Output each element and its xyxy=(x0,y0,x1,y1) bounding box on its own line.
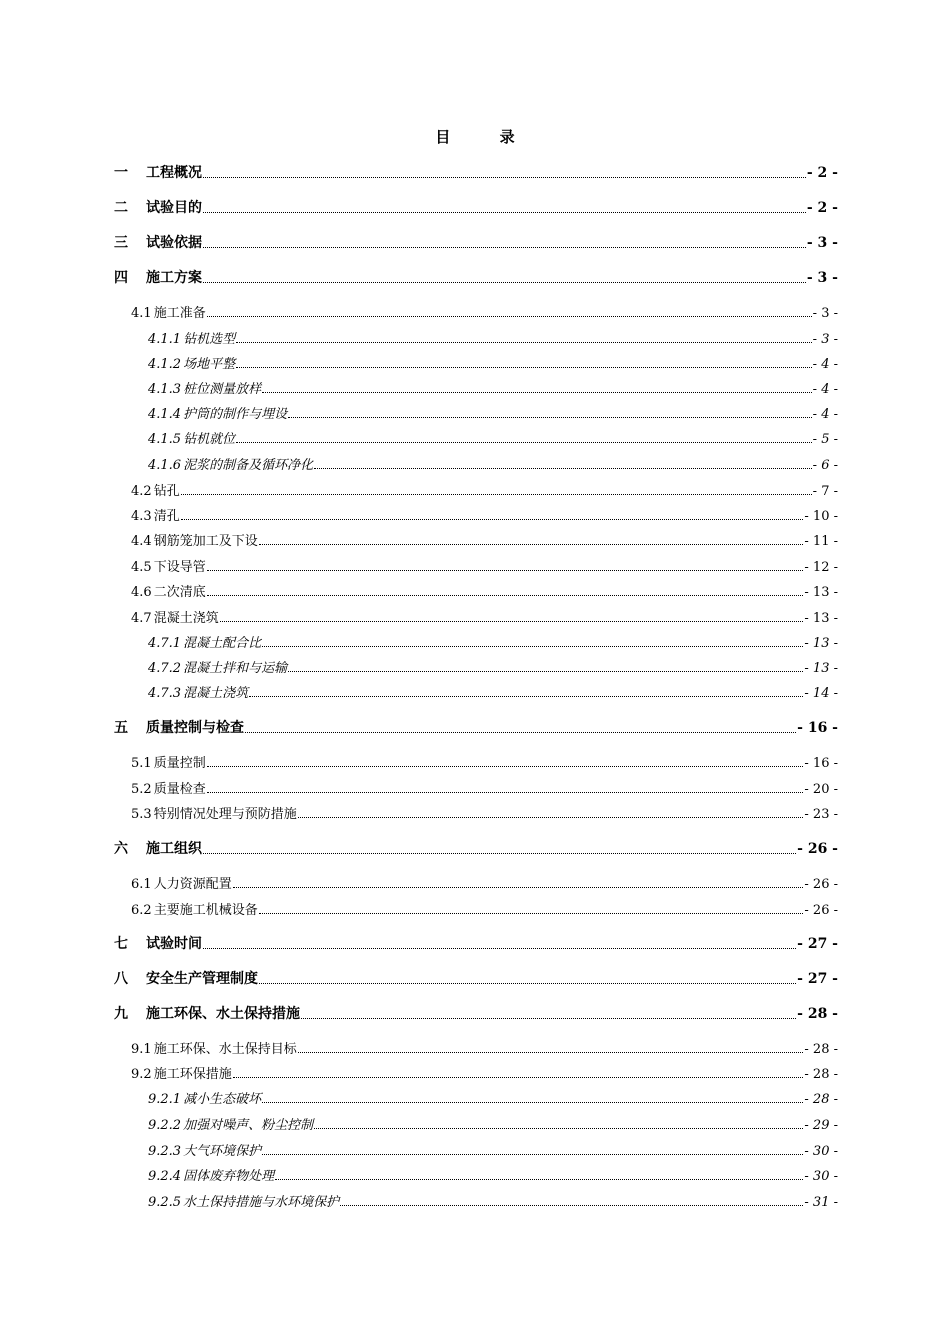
toc-entry-number: 4.1.2 xyxy=(148,357,182,372)
toc-entry-label: 混凝土浇筑 xyxy=(183,686,249,701)
toc-entry-label: 大气环境保护 xyxy=(183,1144,262,1159)
toc-entry-page: - 4 - xyxy=(812,357,838,372)
toc-leader-dots xyxy=(245,731,796,733)
toc-entry[interactable] xyxy=(114,1088,838,1107)
toc-entry-number: 4.1.4 xyxy=(148,407,182,422)
toc-entry-label: 试验依据 xyxy=(146,235,202,251)
toc-entry-label: 钢筋笼加工及下设 xyxy=(153,534,258,549)
toc-entry-label: 施工准备 xyxy=(153,306,206,321)
toc-entry-label: 钻机选型 xyxy=(183,332,236,347)
toc-entry[interactable] xyxy=(114,232,838,252)
toc-entry-page: - 28 - xyxy=(804,1067,838,1082)
toc-entry[interactable] xyxy=(114,162,838,182)
toc-leader-dots xyxy=(203,947,796,949)
toc-title: 目 录 xyxy=(435,128,537,146)
toc-entry[interactable] xyxy=(114,933,838,953)
toc-entry-label: 混凝土配合比 xyxy=(183,636,262,651)
toc-entry-number: 七 xyxy=(114,936,128,952)
toc-entry-label: 钻机就位 xyxy=(183,432,236,447)
toc-entry-label: 场地平整 xyxy=(183,357,236,372)
toc-entry[interactable] xyxy=(114,873,838,892)
toc-leader-dots xyxy=(236,441,812,443)
toc-leader-dots xyxy=(262,645,803,647)
toc-entry-label: 质量控制 xyxy=(153,756,206,771)
toc-entry-number: 5.3 xyxy=(131,807,152,822)
toc-leader-dots xyxy=(207,765,804,767)
toc-entry-page: - 5 - xyxy=(812,432,838,447)
toc-entry-number: 4.7 xyxy=(131,611,152,626)
toc-leader-dots xyxy=(233,886,804,888)
toc-entry[interactable] xyxy=(114,378,838,397)
toc-entry[interactable] xyxy=(114,778,838,797)
toc-entry-label: 加强对噪声、粉尘控制 xyxy=(183,1118,314,1133)
toc-entry-number: 9.1 xyxy=(131,1042,152,1057)
toc-entry-number: 4.1.1 xyxy=(148,332,182,347)
toc-leader-dots xyxy=(203,281,806,283)
toc-entry-number: 八 xyxy=(114,971,128,987)
toc-leader-dots xyxy=(203,211,806,213)
toc-entry-page: - 13 - xyxy=(804,661,838,676)
toc-entry-number: 4.4 xyxy=(131,534,152,549)
toc-leader-dots xyxy=(203,246,806,248)
toc-entry-page: - 28 - xyxy=(804,1092,838,1107)
toc-entry[interactable] xyxy=(114,353,838,372)
toc-entry[interactable] xyxy=(114,1191,838,1210)
toc-entry-page: - 6 - xyxy=(812,458,838,473)
toc-leader-dots xyxy=(207,315,812,317)
toc-entry[interactable] xyxy=(114,1038,838,1057)
toc-entry-number: 二 xyxy=(114,200,128,216)
toc-entry-number: 9.2.5 xyxy=(148,1195,182,1210)
toc-entry-number: 4.2 xyxy=(131,484,152,499)
toc-entry[interactable] xyxy=(114,717,838,737)
toc-entry-label: 清孔 xyxy=(153,509,180,524)
toc-leader-dots xyxy=(262,391,812,393)
toc-leader-dots xyxy=(262,1101,803,1103)
toc-entry-label: 施工环保、水土保持措施 xyxy=(146,1006,300,1022)
toc-entry-label: 护筒的制作与埋设 xyxy=(183,407,288,422)
toc-entry[interactable] xyxy=(114,530,838,549)
toc-entry-number: 4.7.2 xyxy=(148,661,182,676)
toc-leader-dots xyxy=(203,852,796,854)
toc-entry-label: 施工环保措施 xyxy=(153,1067,232,1082)
toc-entry[interactable] xyxy=(114,838,838,858)
toc-entry[interactable] xyxy=(114,1114,838,1133)
toc-entry-number: 6.2 xyxy=(131,903,152,918)
toc-entry-label: 特别情况处理与预防措施 xyxy=(153,807,297,822)
toc-leader-dots xyxy=(314,467,812,469)
toc-entry-page: - 31 - xyxy=(804,1195,838,1210)
toc-entry-page: - 30 - xyxy=(804,1144,838,1159)
toc-entry-page: - 27 - xyxy=(797,971,838,987)
toc-leader-dots xyxy=(236,341,812,343)
toc-entry-number: 4.1.6 xyxy=(148,458,182,473)
toc-entry[interactable] xyxy=(114,454,838,473)
toc-entry[interactable] xyxy=(114,197,838,217)
toc-entry-page: - 20 - xyxy=(804,782,838,797)
toc-entry-label: 水土保持措施与水环境保护 xyxy=(183,1195,340,1210)
toc-entry-number: 9.2.4 xyxy=(148,1169,182,1184)
toc-entry[interactable] xyxy=(114,556,838,575)
toc-leader-dots xyxy=(207,594,804,596)
toc-leader-dots xyxy=(275,1178,803,1180)
toc-entry-page: - 13 - xyxy=(804,611,838,626)
toc-entry[interactable] xyxy=(114,1003,838,1023)
toc-entry-number: 4.1 xyxy=(131,306,152,321)
toc-entry[interactable] xyxy=(114,607,838,626)
toc-entry-page: - 28 - xyxy=(804,1042,838,1057)
toc-entry-number: 4.6 xyxy=(131,585,152,600)
toc-leader-dots xyxy=(249,695,803,697)
toc-leader-dots xyxy=(207,569,804,571)
toc-entry-number: 9.2.1 xyxy=(148,1092,182,1107)
toc-entry-number: 9.2 xyxy=(131,1067,152,1082)
toc-entry-label: 二次清底 xyxy=(153,585,206,600)
toc-entry-number: 4.1.5 xyxy=(148,432,182,447)
toc-entry-page: - 26 - xyxy=(804,877,838,892)
toc-entry-page: - 13 - xyxy=(804,636,838,651)
toc-entry-label: 减小生态破坏 xyxy=(183,1092,262,1107)
toc-leader-dots xyxy=(236,366,812,368)
toc-entry[interactable] xyxy=(114,682,838,701)
toc-entry-label: 质量控制与检查 xyxy=(146,720,244,736)
toc-entry-page: - 30 - xyxy=(804,1169,838,1184)
toc-entry-number: 5.1 xyxy=(131,756,152,771)
toc-leader-dots xyxy=(207,791,804,793)
toc-leader-dots xyxy=(220,620,804,622)
toc-leader-dots xyxy=(259,912,804,914)
toc-entry-page: - 4 - xyxy=(812,382,838,397)
toc-entry-number: 4.7.1 xyxy=(148,636,182,651)
toc-entry[interactable] xyxy=(114,968,838,988)
toc-entry-page: - 7 - xyxy=(812,484,838,499)
toc-entry-page: - 28 - xyxy=(797,1006,838,1022)
toc-entry-label: 工程概况 xyxy=(146,165,202,181)
toc-leader-dots xyxy=(259,543,804,545)
toc-entry-number: 九 xyxy=(114,1006,128,1022)
toc-entry-label: 安全生产管理制度 xyxy=(146,971,258,987)
toc-leader-dots xyxy=(262,1153,803,1155)
toc-leader-dots xyxy=(301,1017,796,1019)
toc-entry[interactable] xyxy=(114,657,838,676)
toc-entry-label: 人力资源配置 xyxy=(153,877,232,892)
toc-entry[interactable] xyxy=(114,1140,838,1159)
toc-entry-label: 下设导管 xyxy=(153,560,206,575)
toc-entry-page: - 14 - xyxy=(804,686,838,701)
toc-entry-page: - 3 - xyxy=(806,235,838,251)
toc-entry-page: - 23 - xyxy=(804,807,838,822)
toc-entry-label: 质量检查 xyxy=(153,782,206,797)
toc-entry[interactable] xyxy=(114,1165,838,1184)
toc-entry-page: - 4 - xyxy=(812,407,838,422)
toc-entry[interactable] xyxy=(114,632,838,651)
toc-entry[interactable] xyxy=(114,752,838,771)
toc-entry-page: - 12 - xyxy=(804,560,838,575)
toc-entry-number: 一 xyxy=(114,165,128,181)
toc-entry[interactable] xyxy=(114,803,838,822)
toc-entry-label: 桩位测量放样 xyxy=(183,382,262,397)
toc-leader-dots xyxy=(288,670,803,672)
toc-entry[interactable] xyxy=(114,403,838,422)
toc-entry-label: 混凝土浇筑 xyxy=(153,611,219,626)
toc-leader-dots xyxy=(314,1127,803,1129)
toc-entry[interactable] xyxy=(114,899,838,918)
toc-entry-page: - 16 - xyxy=(797,720,838,736)
toc-leader-dots xyxy=(181,493,812,495)
toc-entry-label: 试验目的 xyxy=(146,200,202,216)
toc-entry-label: 泥浆的制备及循环净化 xyxy=(183,458,314,473)
toc-entry-number: 4.1.3 xyxy=(148,382,182,397)
toc-entry-number: 三 xyxy=(114,235,128,251)
toc-entry-label: 钻孔 xyxy=(153,484,180,499)
toc-entry-label: 施工环保、水土保持目标 xyxy=(153,1042,297,1057)
toc-entry[interactable] xyxy=(114,328,838,347)
toc-entry-label: 施工方案 xyxy=(146,270,202,286)
toc-entry-page: - 3 - xyxy=(806,270,838,286)
toc-entry-number: 5.2 xyxy=(131,782,152,797)
toc-leader-dots xyxy=(340,1204,803,1206)
toc-entry-number: 4.7.3 xyxy=(148,686,182,701)
toc-entry-page: - 2 - xyxy=(806,165,838,181)
toc-entry-label: 固体废弃物处理 xyxy=(183,1169,275,1184)
toc-entry-label: 混凝土拌和与运输 xyxy=(183,661,288,676)
toc-leader-dots xyxy=(288,416,812,418)
toc-entry-page: - 13 - xyxy=(804,585,838,600)
toc-leader-dots xyxy=(259,982,796,984)
toc-entry-page: - 3 - xyxy=(812,332,838,347)
toc-leader-dots xyxy=(181,518,804,520)
toc-entry-page: - 10 - xyxy=(804,509,838,524)
toc-entry-label: 主要施工机械设备 xyxy=(153,903,258,918)
toc-entry[interactable] xyxy=(114,267,838,287)
toc-entry[interactable] xyxy=(114,302,838,321)
toc-leader-dots xyxy=(298,816,804,818)
toc-entry-number: 9.2.2 xyxy=(148,1118,182,1133)
toc-entry-number: 四 xyxy=(114,270,128,286)
toc-entry[interactable] xyxy=(114,428,838,447)
toc-entry-page: - 26 - xyxy=(804,903,838,918)
toc-entry[interactable] xyxy=(114,505,838,524)
toc-entry[interactable] xyxy=(114,1063,838,1082)
toc-entry-label: 试验时间 xyxy=(146,936,202,952)
toc-entry-number: 6.1 xyxy=(131,877,152,892)
toc-leader-dots xyxy=(233,1076,804,1078)
toc-entry-number: 4.5 xyxy=(131,560,152,575)
toc-entry-label: 施工组织 xyxy=(146,841,202,857)
toc-leader-dots xyxy=(203,176,806,178)
toc-leader-dots xyxy=(298,1051,804,1053)
toc-entry-page: - 29 - xyxy=(804,1118,838,1133)
toc-entry-number: 9.2.3 xyxy=(148,1144,182,1159)
toc-entry-number: 六 xyxy=(114,841,128,857)
toc-entry-page: - 26 - xyxy=(797,841,838,857)
toc-entry[interactable] xyxy=(114,480,838,499)
toc-entry-page: - 3 - xyxy=(812,306,838,321)
toc-entry[interactable] xyxy=(114,581,838,600)
toc-entry-number: 4.3 xyxy=(131,509,152,524)
toc-entry-page: - 11 - xyxy=(804,534,838,549)
toc-entry-number: 五 xyxy=(114,720,128,736)
toc-entry-page: - 27 - xyxy=(797,936,838,952)
toc-entry-page: - 16 - xyxy=(804,756,838,771)
toc-entry-page: - 2 - xyxy=(806,200,838,216)
